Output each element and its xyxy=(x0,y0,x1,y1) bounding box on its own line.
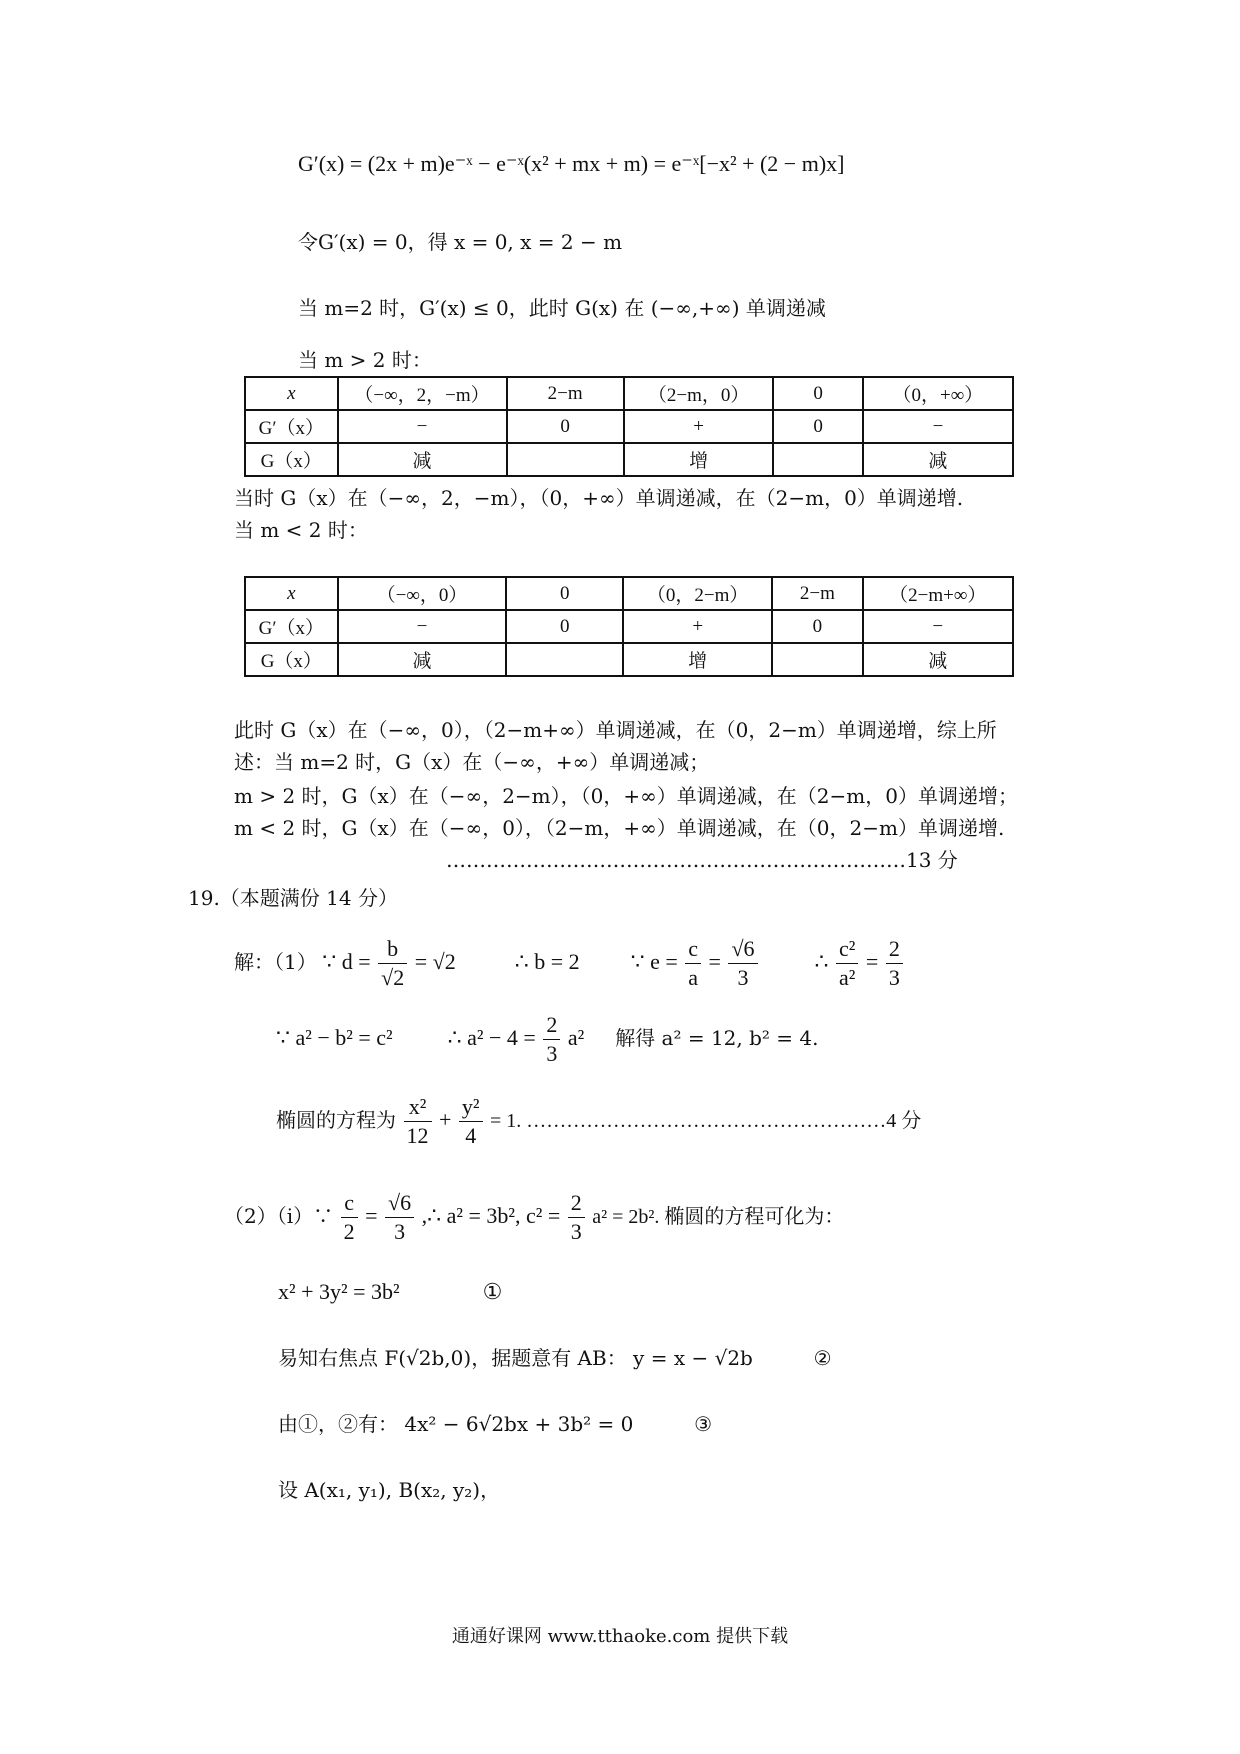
case-m-less-2-label: 当 m < 2 时： xyxy=(234,518,368,542)
case-m-greater-2-label: 当 m > 2 时： xyxy=(298,348,432,372)
table-cell: − xyxy=(863,410,1013,443)
circled-2: ② xyxy=(813,1346,832,1370)
table-cell: （−∞，2，−m） xyxy=(338,377,507,410)
table-cell: − xyxy=(338,410,507,443)
summary-line-2: 述：当 m=2 时，G（x）在（−∞，+∞）单调递减； xyxy=(234,750,710,774)
table-cell: 0 xyxy=(506,577,623,610)
fraction: $\frac{\text{y²}}{4}$ xyxy=(459,1093,483,1150)
table-cell: 0 xyxy=(773,410,862,443)
fraction: $\frac{2}{3}$ xyxy=(568,1189,585,1246)
table-cell: 0 xyxy=(773,377,862,410)
variation-table-m-lt-2 xyxy=(244,576,1014,677)
variation-table-m-gt-2 xyxy=(244,376,1014,477)
table-cell: + xyxy=(624,410,774,443)
table-cell: 2−m xyxy=(507,377,624,410)
part1-line2: ∵ a² − b² = c² ∴ a² − 4 = $\frac{2}{3}$ a² 解得 a² = 12, b² = 4. xyxy=(276,1012,819,1067)
table-row xyxy=(245,410,1013,443)
fraction: $\frac{b}{√2}$ xyxy=(378,935,407,992)
derivative-equation: G′(x) = (2x + m)e⁻ˣ − e⁻ˣ(x² + mx + m) = e⁻ˣ[−x² + (2 − m)x] xyxy=(298,151,845,176)
fraction: $\frac{2}{3}$ xyxy=(886,935,903,992)
fraction: $\frac{\text{x²}}{12}$ xyxy=(404,1093,432,1150)
focus-line: 易知右焦点 F(√2b,0)，据题意有 AB： y = x − √2b ② xyxy=(278,1346,832,1370)
table-row xyxy=(245,643,1013,676)
critical-points-line: 令G′(x) = 0，得 x = 0, x = 2 − m xyxy=(298,230,623,254)
table-cell xyxy=(773,443,862,476)
summary-line-4: m < 2 时，G（x）在（−∞，0），（2−m，+∞）单调递减，在（0，2−m）单调递增. xyxy=(234,816,1005,840)
part2-line1: （2）（i）∵ $\frac{c}{2}$ = $\frac{√6}{3}$ ,∴ a² = 3b², c² = $\frac{2}{3}$ a² = 2b². 椭圆的方程可化为： xyxy=(224,1190,845,1245)
equation-1: x² + 3y² = 3b² ① xyxy=(278,1279,503,1304)
circled-1: ① xyxy=(482,1279,503,1304)
table-cell: G′（x） xyxy=(245,610,338,643)
table-cell: 增 xyxy=(623,643,772,676)
table-cell: − xyxy=(338,610,507,643)
fraction: $\frac{√6}{3}$ xyxy=(385,1189,414,1246)
table-cell: G′（x） xyxy=(245,410,338,443)
table-cell: 0 xyxy=(507,410,624,443)
table-cell: 增 xyxy=(624,443,774,476)
table-cell: （−∞，0） xyxy=(338,577,507,610)
table-row xyxy=(245,577,1013,610)
table-cell: G（x） xyxy=(245,643,338,676)
fraction: $\frac{\text{c²}}{\text{a²}}$ xyxy=(836,935,858,992)
table-cell: 减 xyxy=(338,643,507,676)
question-19-heading: 19.（本题满份 14 分） xyxy=(188,886,398,910)
table-cell xyxy=(506,643,623,676)
table-row xyxy=(245,443,1013,476)
combine-line: 由①，②有： 4x² − 6√2bx + 3b² = 0 ③ xyxy=(278,1412,712,1436)
fraction: $\frac{2}{3}$ xyxy=(543,1011,560,1068)
table-cell: 0 xyxy=(506,610,623,643)
fraction: $\frac{√6}{3}$ xyxy=(728,935,757,992)
table-cell: （0，+∞） xyxy=(863,377,1013,410)
table-cell: − xyxy=(863,610,1013,643)
points-line: 设 A(x₁, y₁), B(x₂, y₂)， xyxy=(278,1478,501,1502)
part1-line1: 解：（1） ∵ d = $\frac{b}{√2}$ = √2 ∴ b = 2 ∵ e = $\frac{c}{a}$ = $\frac{√6}{3}$ ∴ $\frac{\text{c²}}{\text{a²}}$ = $\frac{2}{3}$ xyxy=(234,932,905,992)
table-cell: 减 xyxy=(863,443,1013,476)
conclusion-m-gt-2: 当时 G（x）在（−∞，2，−m），（0，+∞）单调递减，在（2−m，0）单调递增. xyxy=(234,486,964,510)
summary-line-3: m > 2 时，G（x）在（−∞，2−m），（0，+∞）单调递减，在（2−m，0）单调递增； xyxy=(234,784,1018,808)
table-cell: 减 xyxy=(338,443,507,476)
table-cell: 2−m xyxy=(772,577,862,610)
ellipse-equation-line: 椭圆的方程为 $\frac{\text{x²}}{12}$ + $\frac{\text{y²}}{4}$ = 1. ………………………………………………4 分 xyxy=(276,1094,922,1149)
fraction: $\frac{c}{a}$ xyxy=(685,935,701,992)
fraction: $\frac{c}{2}$ xyxy=(341,1189,358,1246)
summary-line-1: 此时 G（x）在（−∞，0），（2−m+∞）单调递减，在（0，2−m）单调递增，综上所 xyxy=(234,718,997,742)
table-cell: + xyxy=(623,610,772,643)
table-cell: （0，2−m） xyxy=(623,577,772,610)
table-cell: x xyxy=(245,377,338,410)
table-cell: （2−m+∞） xyxy=(863,577,1013,610)
score-13: ……………………………………………………………13 分 xyxy=(446,848,958,872)
page-footer: 通通好课网 www.tthaoke.com 提供下载 xyxy=(451,1626,789,1647)
table-cell xyxy=(772,643,862,676)
table-cell xyxy=(507,443,624,476)
case-m-equals-2: 当 m=2 时，G′(x) ≤ 0，此时 G(x) 在 (−∞,+∞) 单调递减 xyxy=(298,296,826,320)
table-cell: （2−m，0） xyxy=(624,377,774,410)
table-row xyxy=(245,610,1013,643)
table-cell: x xyxy=(245,577,338,610)
table-cell: 减 xyxy=(863,643,1013,676)
table-cell: 0 xyxy=(772,610,862,643)
circled-3: ③ xyxy=(694,1412,712,1436)
table-row xyxy=(245,377,1013,410)
table-cell: G（x） xyxy=(245,443,338,476)
